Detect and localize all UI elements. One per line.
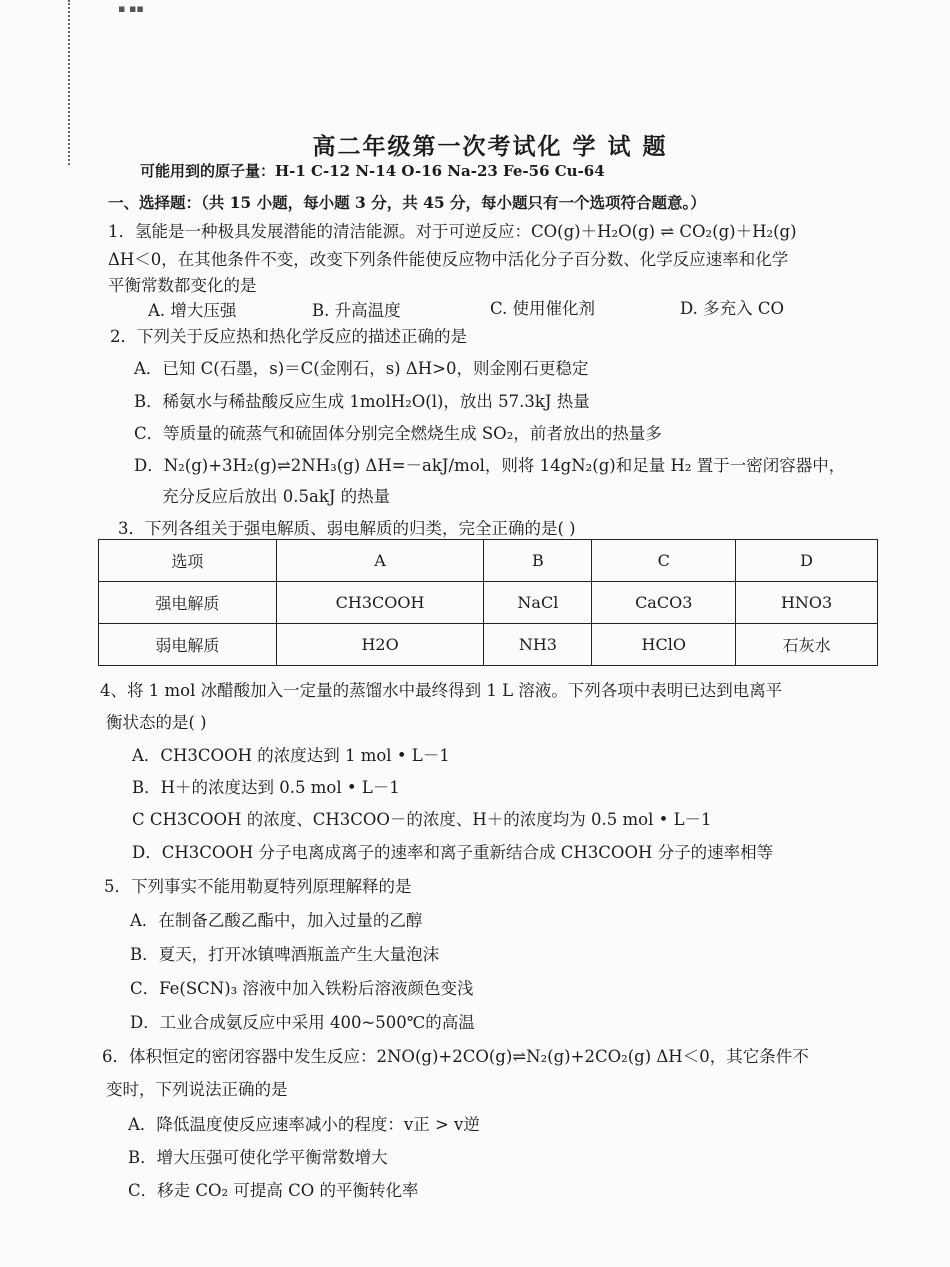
q6-line2: 变时，下列说法正确的是 xyxy=(106,1080,288,1099)
q5-option-b: B．夏天，打开冰镇啤酒瓶盖产生大量泡沫 xyxy=(130,945,440,964)
table-cell: 选项 xyxy=(99,540,277,582)
q5-option-a: A．在制备乙酸乙酯中，加入过量的乙醇 xyxy=(130,911,423,930)
electrolyte-table xyxy=(98,539,878,666)
table-cell: 弱电解质 xyxy=(99,624,277,666)
q2-option-a: A．已知 C(石墨，s)＝C(金刚石，s) ΔH>0，则金刚石更稳定 xyxy=(134,359,589,378)
q5-stem: 5．下列事实不能用勒夏特列原理解释的是 xyxy=(104,877,412,896)
table-row xyxy=(99,624,878,666)
table-cell: C xyxy=(592,540,736,582)
q1-option-b: B. 升高温度 xyxy=(312,301,401,320)
section-heading: 一、选择题：（共 15 小题，每小题 3 分，共 45 分，每小题只有一个选项符合题意。） xyxy=(108,193,706,212)
table-row xyxy=(99,582,878,624)
q4-option-a: A．CH3COOH 的浓度达到 1 mol • L－1 xyxy=(132,746,450,765)
q1-option-d: D. 多充入 CO xyxy=(680,299,785,318)
exam-title: 高二年级第一次考试化 学 试 题 xyxy=(312,133,668,160)
corner-mark: ▪ ▪▪ xyxy=(118,2,144,15)
q1-line1: 1．氢能是一种极具发展潜能的清洁能源。对于可逆反应：CO(g)＋H₂O(g) ⇌ CO₂(g)＋H₂(g) xyxy=(108,222,797,241)
table-cell: NaCl xyxy=(484,582,592,624)
table-cell: D xyxy=(736,540,878,582)
atomic-masses: 可能用到的原子量：H-1 C-12 N-14 O-16 Na-23 Fe-56 Cu-64 xyxy=(140,162,605,180)
table-cell: HNO3 xyxy=(736,582,878,624)
q6-option-a: A．降低温度使反应速率减小的程度：v正 > v逆 xyxy=(128,1115,480,1134)
q4-line1: 4、将 1 mol 冰醋酸加入一定量的蒸馏水中最终得到 1 L 溶液。下列各项中表明已达到电离平 xyxy=(100,681,783,700)
table-header-row xyxy=(99,540,878,582)
q2-option-c: C．等质量的硫蒸气和硫固体分别完全燃烧生成 SO₂，前者放出的热量多 xyxy=(134,424,662,443)
q1-option-c: C. 使用催化剂 xyxy=(490,299,596,318)
q2-option-d-line2: 充分反应后放出 0.5akJ 的热量 xyxy=(162,487,391,506)
q1-line2: ΔH＜0，在其他条件不变，改变下列条件能使反应物中活化分子百分数、化学反应速率和化学 xyxy=(108,250,789,269)
q6-option-c: C．移走 CO₂ 可提高 CO 的平衡转化率 xyxy=(128,1181,419,1200)
q3-stem: 3．下列各组关于强电解质、弱电解质的归类，完全正确的是( ) xyxy=(118,519,576,538)
table-cell: H2O xyxy=(276,624,484,666)
table-cell: CH3COOH xyxy=(276,582,484,624)
q4-option-b: B．H＋的浓度达到 0.5 mol • L－1 xyxy=(132,778,400,797)
q5-option-d: D．工业合成氨反应中采用 400~500℃的高温 xyxy=(130,1013,475,1032)
table-cell: NH3 xyxy=(484,624,592,666)
q5-option-c: C．Fe(SCN)₃ 溶液中加入铁粉后溶液颜色变浅 xyxy=(130,979,474,998)
q4-option-c: C CH3COOH 的浓度、CH3COO－的浓度、H＋的浓度均为 0.5 mol • L－1 xyxy=(132,810,712,829)
q2-option-b: B．稀氨水与稀盐酸反应生成 1molH₂O(l)，放出 57.3kJ 热量 xyxy=(134,392,590,411)
q4-option-d: D．CH3COOH 分子电离成离子的速率和离子重新结合成 CH3COOH 分子的速率相等 xyxy=(132,843,774,862)
q2-option-d-line1: D．N₂(g)+3H₂(g)⇌2NH₃(g) ΔH=－akJ/mol，则将 14gN₂(g)和足量 H₂ 置于一密闭容器中， xyxy=(134,456,846,475)
q4-line2: 衡状态的是( ) xyxy=(106,713,207,732)
table-cell: HClO xyxy=(592,624,736,666)
q1-line3: 平衡常数都变化的是 xyxy=(108,276,257,295)
q1-option-a: A. 增大压强 xyxy=(148,301,237,320)
table-cell: 石灰水 xyxy=(736,624,878,666)
q2-stem: 2．下列关于反应热和热化学反应的描述正确的是 xyxy=(110,327,467,346)
table-cell: B xyxy=(484,540,592,582)
q6-line1: 6．体积恒定的密闭容器中发生反应：2NO(g)+2CO(g)⇌N₂(g)+2CO₂(g) ΔH＜0，其它条件不 xyxy=(102,1047,809,1066)
table-cell: A xyxy=(276,540,484,582)
table-cell: CaCO3 xyxy=(592,582,736,624)
table-cell: 强电解质 xyxy=(99,582,277,624)
q6-option-b: B．增大压强可使化学平衡常数增大 xyxy=(128,1148,388,1167)
